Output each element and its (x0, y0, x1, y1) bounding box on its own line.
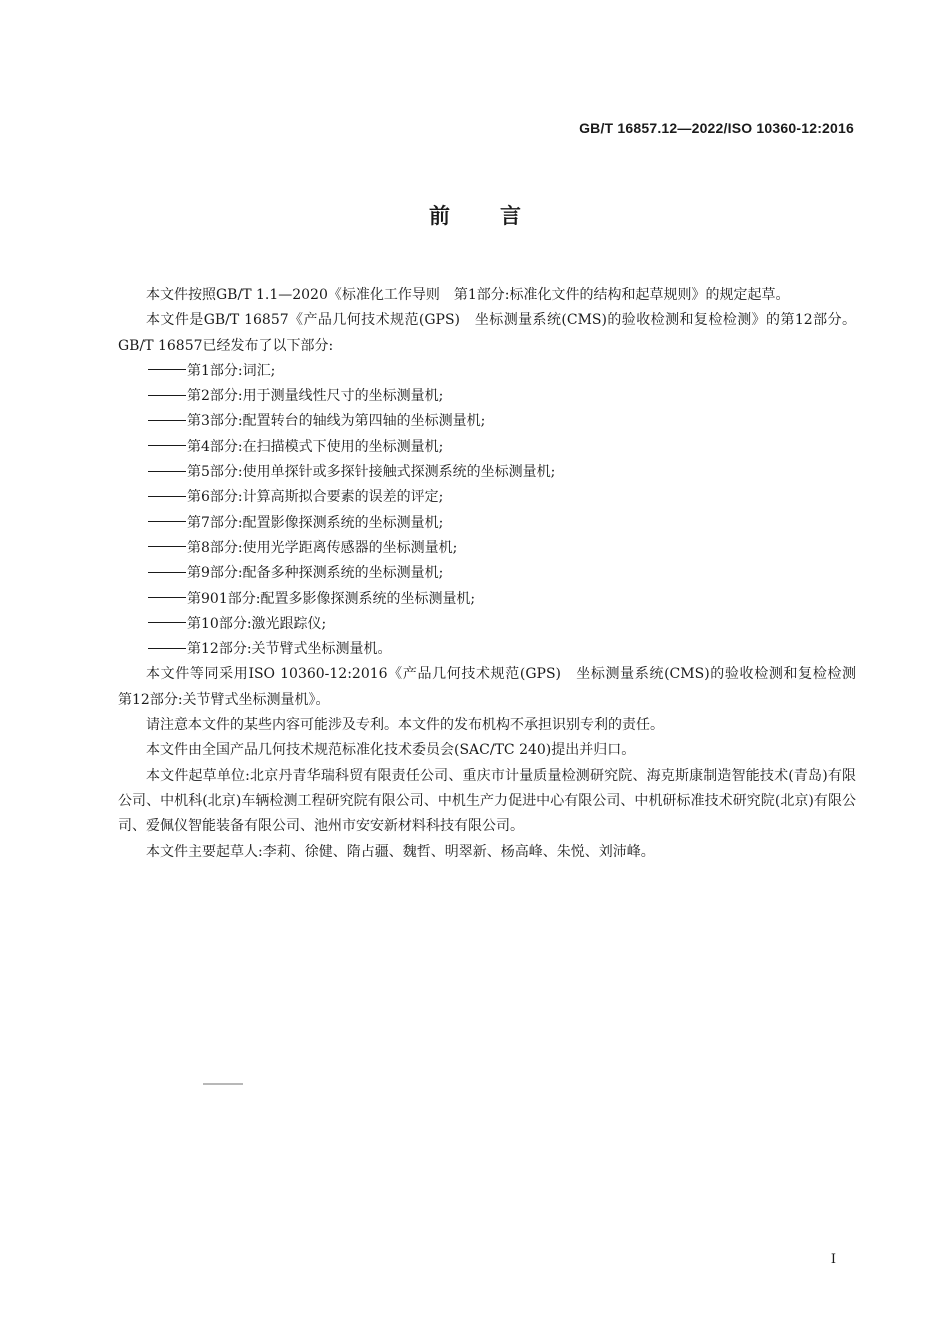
dash-marker (148, 648, 186, 649)
list-item (118, 460, 856, 485)
list-item-text: 第1部分:词汇; (187, 362, 276, 379)
list-item (118, 587, 856, 612)
dash-marker (148, 597, 186, 598)
list-item-text: 第901部分:配置多影像探测系统的坐标测量机; (187, 590, 476, 607)
list-item (118, 384, 856, 409)
list-item-text: 第3部分:配置转台的轴线为第四轴的坐标测量机; (187, 413, 486, 430)
dash-marker (148, 546, 186, 547)
list-item-text: 第10部分:激光跟踪仪; (187, 615, 327, 632)
document-header-id: GB/T 16857.12—2022/ISO 10360-12:2016 (579, 120, 854, 136)
list-item (118, 511, 856, 536)
paragraph-patent-notice: 请注意本文件的某些内容可能涉及专利。本文件的发布机构不承担识别专利的责任。 (146, 717, 664, 734)
scan-artifact-mark (203, 1083, 243, 1085)
dash-marker (148, 420, 186, 421)
paragraph-iso-equivalence: 本文件等同采用ISO 10360-12:2016《产品几何技术规范(GPS) 坐标测量系统(CMS)的验收检测和复检检测 第12部分:关节臂式坐标测量机》。 (118, 666, 870, 708)
list-item-text: 第8部分:使用光学距离传感器的坐标测量机; (187, 539, 458, 556)
paragraph-drafting-rules: 本文件按照GB/T 1.1—2020《标准化工作导则 第1部分:标准化文件的结构和起草规则》的规定起草。 (146, 287, 790, 303)
list-item (118, 485, 856, 510)
page-number: I (830, 1252, 836, 1267)
paragraph-drafting-units: 本文件起草单位:北京丹青华瑞科贸有限责任公司、重庆市计量质量检测研究院、海克斯康制造智能技术(青岛)有限公司、中机科(北京)车辆检测工程研究院有限公司、中机生产力促进中心有限公司、中机研标准技术研究院(北京)有限公司、爱佩仪智能装备有限公司、池州市安安新材料科技有限公司。 (118, 767, 856, 835)
dash-marker (148, 369, 186, 370)
list-item (118, 561, 856, 586)
list-item-text: 第9部分:配备多种探测系统的坐标测量机; (187, 565, 444, 582)
page-title: 前言 (429, 204, 571, 228)
dash-marker (148, 395, 186, 396)
dash-marker (148, 445, 186, 446)
list-item-text: 第7部分:配置影像探测系统的坐标测量机; (187, 514, 444, 531)
paragraph-committee: 本文件由全国产品几何技术规范标准化技术委员会(SAC/TC 240)提出并归口。 (146, 742, 636, 759)
list-item (118, 359, 856, 384)
dash-marker (148, 622, 186, 623)
list-item-text: 第5部分:使用单探针或多探针接触式探测系统的坐标测量机; (187, 464, 556, 481)
dash-marker (148, 496, 186, 497)
paragraph-drafters: 本文件主要起草人:李莉、徐健、隋占疆、魏哲、明翠新、杨高峰、朱悦、刘沛峰。 (146, 843, 655, 860)
document-body (118, 283, 870, 865)
list-item-text: 第4部分:在扫描模式下使用的坐标测量机; (187, 438, 444, 455)
list-item (118, 536, 856, 561)
dash-marker (148, 572, 186, 573)
dash-marker (148, 521, 186, 522)
parts-list (118, 359, 856, 663)
list-item (118, 435, 856, 460)
paragraph-series-intro: 本文件是GB/T 16857《产品几何技术规范(GPS) 坐标测量系统(CMS)的验收检测和复检检测》的第12部分。GB/T 16857已经发布了以下部分: (118, 312, 856, 354)
list-item-text: 第2部分:用于测量线性尺寸的坐标测量机; (187, 388, 444, 405)
list-item (118, 612, 856, 637)
list-item-text: 第6部分:计算高斯拟合要素的误差的评定; (187, 489, 444, 506)
list-item (118, 409, 856, 434)
list-item-text: 第12部分:关节臂式坐标测量机。 (187, 641, 392, 658)
dash-marker (148, 471, 186, 472)
list-item (118, 637, 856, 662)
